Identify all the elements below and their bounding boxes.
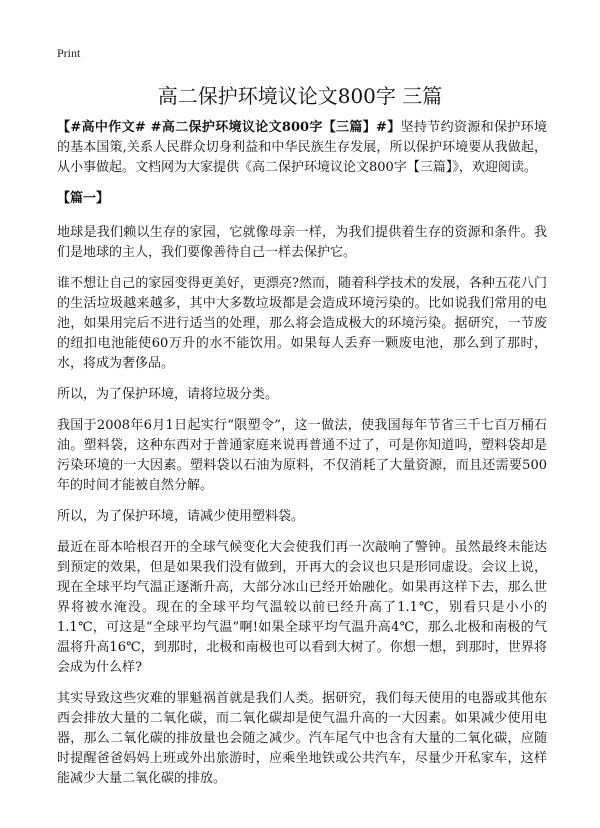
paragraph-5: 所以，为了保护环境，请减少使用塑料袋。 <box>57 509 305 524</box>
intro-paragraph <box>57 118 547 178</box>
paragraph-6: 最近在哥本哈根召开的全球气候变化大会使我们再一次敲响了警钟。虽然最终未能达到预定的效果，但是如果我们没有做到，开再大的会议也只是形同虚设。会议上说，现在全球平均气温正逐渐升高，大部分冰山已经开始融化。如果再这样下去，那么世界将被水淹没。现在的全球平均气温较以前已经升高了1.1℃，别看只是小小的1.1℃，可这是“全球平均气温”啊!如果全球平均气温升高4℃，那么北极和南极的气温将升高16℃，到那时，北极和南极也可以看到大树了。你想一想，到那时，世界将会成为什么样? <box>57 540 547 675</box>
section-heading: 【篇一】 <box>57 191 110 206</box>
document-body <box>57 118 547 800</box>
paragraph-1: 地球是我们赖以生存的家园，它就像母亲一样，为我们提供着生存的资源和条件。我们是地球的主人，我们要像善待自己一样去保护它。 <box>57 225 547 260</box>
print-label[interactable]: Print <box>57 46 81 60</box>
intro-bold-lead: 【#高中作文# #高二保护环境议论文800字【三篇】#】 <box>57 120 401 135</box>
paragraph-4: 我国于2008年6月1日起实行“限塑令”，这一做法，使我国每年节省三千七百万桶石油。塑料袋，这种东西对于普通家庭来说再普通不过了，可是你知道吗，塑料袋却是污染环境的一大因素。塑料袋以石油为原料，不仅消耗了大量资源，而且还需要500年的时间才能被自然分解。 <box>57 418 547 493</box>
paragraph-7: 其实导致这些灾难的罪魁祸首就是我们人类。据研究，我们每天使用的电器或其他东西会排放大量的二氧化碳，而二氧化碳却是使气温升高的一大因素。如果减少使用电器，那么二氧化碳的排放量也会随之减少。汽车尾气中也含有大量的二氧化碳，应随时提醒爸爸妈妈上班或外出旅游时，应乘坐地铁或公共汽车，尽量少开私家车，这样能减少大量二氧化碳的排放。 <box>57 691 547 786</box>
intro-text: 坚持节约资源和保护环境的基本国策,关系人民群众切身利益和中华民族生存发展，所以保护环境要从我做起，从小事做起。文档网为大家提供《高二保护环境议论文800字【三篇】》，欢迎阅读。 <box>57 120 547 175</box>
paragraph-3: 所以，为了保护环境，请将垃圾分类。 <box>57 387 279 402</box>
paragraph-2: 谁不想让自己的家园变得更美好，更漂亮?然而，随着科学技术的发展，各种五花八门的生活垃圾越来越多，其中大多数垃圾都是会造成环境污染的。比如说我们常用的电池，如果用完后不进行适当的处理，那么将会造成极大的环境污染。据研究，一节废的纽扣电池能使60万升的水不能饮用。如果每人丢弃一颗废电池，那么到了那时，水，将成为奢侈品。 <box>57 276 547 371</box>
page-title: 高二保护环境议论文800字 三篇 <box>157 84 443 108</box>
